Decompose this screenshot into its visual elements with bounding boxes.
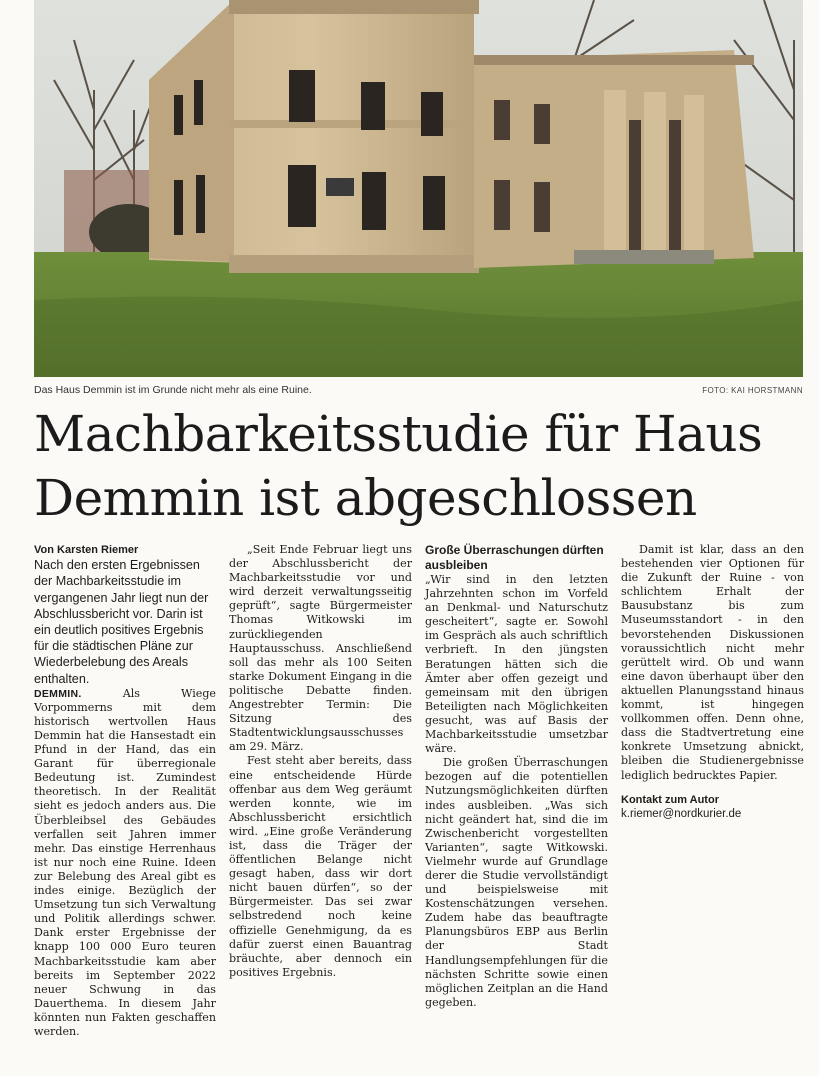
byline: Von Karsten Riemer: [34, 544, 139, 556]
article-paragraph-2: „Seit Ende Februar liegt uns der Abschlussbericht der Machbarkeitsstudie vor und wird derzeit verwaltungsseitig geprüft“, sagte Bürgermeister Thomas Witkowski im zurückliegenden Hauptausschuss. Anschließend soll das mehr als 100 Seiten starke Dokument Eingang in die politische Debatte finden. Angestrebter Termin: Die Sitzung des Stadtentwicklungsausschusses am 29. März.: [229, 543, 412, 754]
article-paragraph-3: Fest steht aber bereits, dass eine entscheidende Hürde offenbar aus dem Weg geräumt werden konnte, wie im Abschlussbericht ersichtlich wird. „Eine große Veränderung ist, dass die Träger der öffentlichen Belange nicht gesagt haben, dass wir dort nicht bauen dürfen“, so der Bürgermeister. Das sei zwar selbstredend noch keine offizielle Genehmigung, da es dafür zuerst einen Bauantrag bräuchte, aber dennoch ein positives Ergebnis.: [229, 754, 412, 979]
contact-label: Kontakt zum Autor: [621, 793, 719, 806]
article-column-3: [425, 543, 608, 1010]
article-column-1: [34, 543, 216, 1039]
article-teaser: Nach den ersten Ergebnissen der Machbarkeitsstudie im vergangenen Jahr liegt nun der Abschlussbericht vor. Darin ist ein deutlich positives Ergebnis für die städtischen Pläne zur Wiederbelebung des Areals enthalten.: [34, 558, 209, 686]
contact-email: k.riemer@nordkurier.de: [621, 807, 742, 820]
article-column-4: [621, 543, 804, 821]
article-headline: Machbarkeitsstudie für Haus Demmin ist abgeschlossen: [34, 405, 763, 527]
dateline: DEMMIN.: [34, 687, 82, 700]
article-paragraph-4: „Wir sind in den letzten Jahrzehnten schon im Vorfeld an Denkmal- und Naturschutz gescheitert“, sagte er. Sowohl im Gespräch als auch schriftlich verbrieft. In den jüngsten Beratungen hätten sich die Ämter aber offen gezeigt und gemeinsam mit den übrigen Beteiligten nach Möglichkeiten gesucht, was auf Basis der Machbarkeitsstudie umsetzbar wäre.: [425, 573, 608, 756]
paragraph-text: Als Wiege Vorpommerns mit dem historisch wertvollen Haus Demmin hat die Hansestadt ein Pfund in der Hand, das ein Garant für überregionale Bedeutung ist. Zumindest theoretisch. In der Realität sieht es jedoch anders aus. Die Überbleibsel des Gebäudes verfallen seit Jahren immer mehr. Das einstige Herrenhaus ist nur noch eine Ruine. Ideen zur Belebung des Areal gibt es indes einige. Bezüglich der Umsetzung tun sich Verwaltung und Politik allerdings schwer. Dank erster Ergebnisse der knapp 100 000 Euro teuren Machbarkeitsstudie kam aber bereits im September 2022 neuer Schwung in das Dauerthema. In diesem Jahr könnten nun Fakten geschaffen werden.: [34, 686, 216, 1038]
article-subheading: Große Überraschungen dürften ausbleiben: [425, 543, 604, 572]
article-paragraph-6: Damit ist klar, dass an den bestehenden vier Optionen für die Zukunft der Ruine - von schlichtem Erhalt der Bausubstanz bis zum Museumsstandort - in den bevorstehenden Diskussionen voraussichtlich nicht mehr gerüttelt wird. Ob und wann eine davon überhaupt über den aktuellen Planungsstand hinaus kommt, ist hingegen vollkommen offen. Denn ohne, dass die Stadtvertretung eine konkrete Umsetzung abnickt, bleiben die Studienergebnisse lediglich bedrucktes Papier.: [621, 543, 804, 782]
article-photo: [34, 0, 803, 377]
photo-caption: Das Haus Demmin ist im Grunde nicht mehr als eine Ruine.: [34, 384, 312, 396]
article-column-2: [229, 543, 412, 980]
photo-credit: FOTO: KAI HORSTMANN: [702, 386, 803, 395]
article-paragraph-1: [34, 687, 216, 1039]
article-paragraph-5: Die großen Überraschungen bezogen auf die potentiellen Nutzungsmöglichkeiten dürften indes ausbleiben. „Was sich nicht geändert hat, sind die im Zwischenbericht vorgestellten Varianten“, sagte Witkowski. Vielmehr wurde auf Grundlage derer die Studie vervollständigt und beispielsweise mit Kostenschätzungen versehen. Zudem habe das beauftragte Planungsbüros EBP aus Berlin der Stadt Handlungsempfehlungen für die nächsten Schritte sowie einen möglichen Zeitplan an die Hand gegeben.: [425, 756, 608, 1009]
